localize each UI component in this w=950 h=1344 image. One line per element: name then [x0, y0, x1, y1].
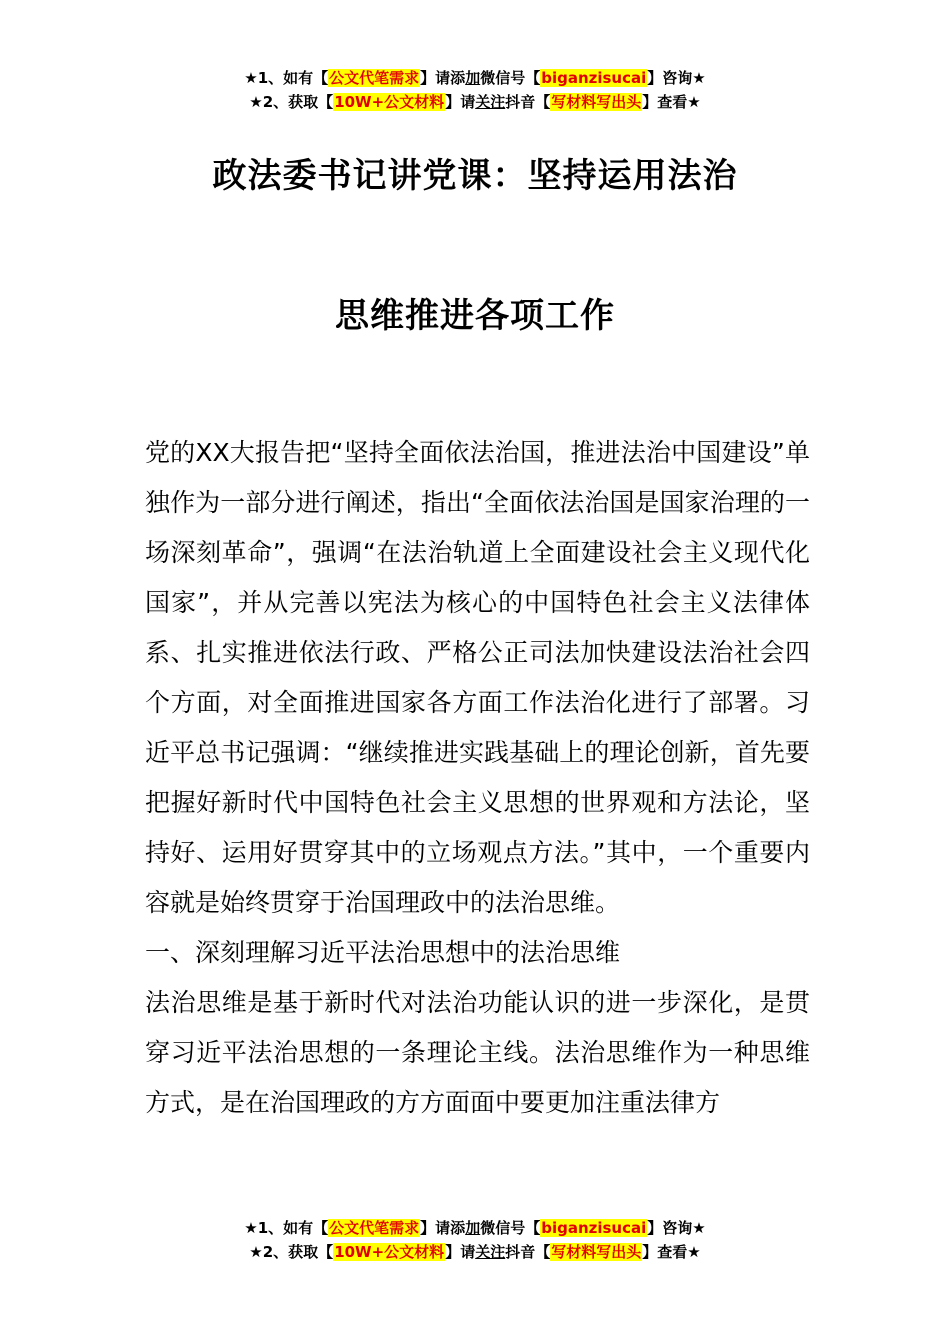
banner-text: 】查看★	[642, 1243, 701, 1261]
banner-text: 】请	[445, 93, 476, 111]
banner-text: 】请添	[420, 69, 466, 87]
banner-line-2	[0, 90, 950, 114]
banner-text: 抖音【	[505, 1243, 551, 1261]
document-body	[145, 428, 810, 1128]
banner-line-1	[0, 1216, 950, 1240]
body-paragraph-1: 党的XX大报告把“坚持全面依法治国，推进法治中国建设”单独作为一部分进行阐述，指出“全面依法治国是国家治理的一场深刻革命”，强调“在法治轨道上全面建设社会主义现代化国家”，并从完善以宪法为核心的中国特色社会主义法律体系、扎实推进依法行政、严格公正司法加快建设法治社会四个方面，对全面推进国家各方面工作法治化进行了部署。习近平总书记强调：“继续推进实践基础上的理论创新，首先要把握好新时代中国特色社会主义思想的世界观和方法论，坚持好、运用好贯穿其中的立场观点方法。”其中，一个重要内容就是始终贯穿于治国理政中的法治思维。	[145, 438, 810, 917]
banner-text: 】查看★	[642, 93, 701, 111]
banner-text: 微信号【	[480, 1219, 541, 1237]
footer-banner	[0, 1216, 950, 1264]
banner-highlight-douyin: 写材料写出头	[551, 1243, 642, 1261]
banner-text: 】咨询★	[647, 1219, 706, 1237]
document-title-line-1: 政法委书记讲党课：坚持运用法治	[212, 156, 738, 196]
banner-line-2	[0, 1240, 950, 1264]
banner-highlight-materials: 10W+公文材料	[334, 93, 445, 111]
banner-highlight-materials: 10W+公文材料	[334, 1243, 445, 1261]
body-paragraph-2: 法治思维是基于新时代对法治功能认识的进一步深化，是贯穿习近平法治思想的一条理论主线。法治思维作为一种思维方式，是在治国理政的方方面面中要更加注重法律方	[145, 988, 810, 1117]
banner-highlight-wechat: biganzisucai	[541, 1219, 647, 1237]
banner-text: ★2、获取【	[249, 93, 334, 111]
banner-text-underlined: 关注	[475, 1243, 506, 1261]
banner-highlight-douyin: 写材料写出头	[551, 93, 642, 111]
header-banner	[0, 66, 950, 114]
banner-text: 微信号【	[480, 69, 541, 87]
banner-highlight-service: 公文代笔需求	[329, 69, 420, 87]
banner-highlight-service: 公文代笔需求	[329, 1219, 420, 1237]
banner-text: 】咨询★	[647, 69, 706, 87]
section-heading-1: 一、深刻理解习近平法治思想中的法治思维	[145, 938, 621, 967]
banner-text: 抖音【	[505, 93, 551, 111]
banner-text: 】请添	[420, 1219, 466, 1237]
banner-text: ★2、获取【	[249, 1243, 334, 1261]
document-title-line-2: 思维推进各项工作	[335, 296, 615, 336]
banner-text: ★1、如有【	[244, 1219, 329, 1237]
banner-line-1	[0, 66, 950, 90]
banner-text-underlined: 关注	[475, 93, 506, 111]
banner-text: ★1、如有【	[244, 69, 329, 87]
banner-highlight-wechat: biganzisucai	[541, 69, 647, 87]
banner-text: 】请	[445, 1243, 476, 1261]
banner-text-underlined: 加	[465, 1219, 481, 1237]
banner-text-underlined: 加	[465, 69, 481, 87]
